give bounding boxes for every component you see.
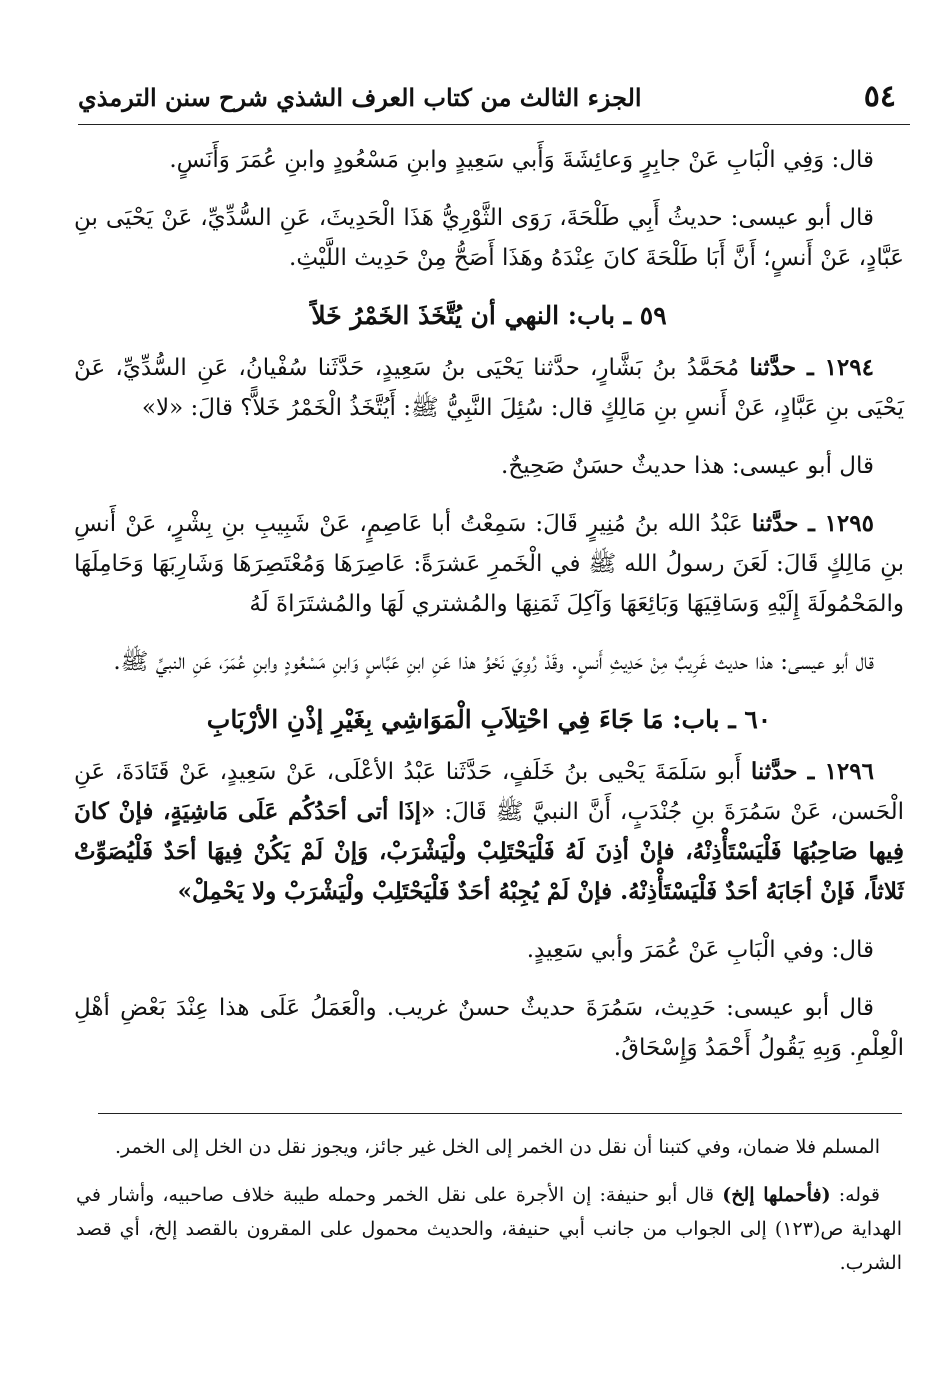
main-text bbox=[74, 140, 904, 1086]
hadith-number: ١٢٩٥ ـ حدَّثنا bbox=[751, 510, 874, 537]
hadith-1295 bbox=[74, 504, 904, 624]
footnotes bbox=[76, 1130, 902, 1294]
paragraph-chapter-note: قال: وفي الْبَابِ عَنْ عُمَرَ وأبي سَعِيدٍ. bbox=[526, 937, 874, 963]
hadith-text: أَبو سَلَمَةَ يَحْيى بنُ خَلَفٍ، حَدَّثَنا عَبْدُ الأعْلَى، عَنْ سَعِيدٍ، عَنْ قَتَادَةَ، عَنِ الْحَسن، عَنْ سَمُرَةَ بنِ جُنْدَبٍ، أَنَّ النبيَّ ﷺ قَالَ: bbox=[74, 759, 904, 825]
hadith-1296 bbox=[74, 752, 904, 912]
paragraph-abu-isa-comment: قال أبو عيسى: حديثُ أَبِي طَلْحَةَ، رَوَى الثَّوْرِيُّ هَذَا الْحَدِيثَ، عَنِ السُّدِّيِّ، عَنْ يَحْيَى بنِ عَبَّادٍ، عَنْ أَنسٍ؛ أَنَّ أَبَا طَلْحَةَ كانَ عِنْدَهُ وهَذَا أَصَحُّ مِنْ حَدِيث اللَّيْثِ. bbox=[74, 205, 904, 271]
paragraph-abu-isa-comment: قال أبو عيسى: حَدِيث، سَمُرَةَ حديثٌ حسنٌ غريب. والْعَمَلُ عَلَى هذا عِنْدَ بَعْضِ أهْلِ الْعِلْمِ. وَبِهِ يَقُولُ أَحْمَدُ وَإِسْحَاقُ. bbox=[74, 995, 904, 1061]
hadith-number: ١٢٩٤ ـ حدَّثنا bbox=[749, 354, 874, 381]
footnote-continuation: المسلم فلا ضمان، وفي كتبنا أن نقل دن الخمر إلى الخل غير جائز، ويجوز نقل دن الخل إلى الخمر. bbox=[114, 1136, 880, 1158]
chapter-heading-59: ٥٩ ـ باب: النهي أن يُتَّخَذَ الخَمْرُ خَلاً bbox=[311, 301, 667, 330]
footnote-keyword: (فأحملها إلخ) bbox=[722, 1184, 831, 1206]
paragraph-grading: قال أبو عيسى: هذا حديثٌ حسَنٌ صَحِيحٌ. bbox=[501, 453, 874, 479]
hadith-number: ١٢٩٦ ـ حدَّثنا bbox=[750, 758, 874, 785]
hadith-matn: «إذَا أتى أحَدُكُم عَلَى مَاشِيَةٍ، فإنْ كانَ فِيها صَاحِبُهَا فَلْيَسْتَأْذِنْهُ، فإنْ أذِنَ لَهُ فَلْيَحْتَلِبْ ولْيَشْرَبْ، وَإنْ لَمْ يَكُنْ فِيهَا أحَدٌ فَلْيُصَوِّتْ ثَلاثاً، فَإنْ أجَابَهُ أحَدٌ فَلْيَسْتَأْذِنْهُ. فإنْ لَمْ يُجِبْهُ أحَدٌ فَلْيَحْتَلِبْ ولْيَشْرَبْ ولا يَحْمِلْ» bbox=[74, 798, 904, 905]
chapter-heading-60: ٦٠ ـ باب: مَا جَاءَ فِي احْتِلاَبِ الْمَوَاشِي بِغَيْرِ إذْنِ الأرْبَابِ bbox=[206, 705, 772, 734]
footnote-rule bbox=[98, 1113, 902, 1114]
hadith-text: عَبْدُ الله بنُ مُنِيرٍ قَالَ: سَمِعْتُ أبا عَاصِمٍ، عَنْ شَبِيبِ بنِ بِشْرٍ، عَنْ أَنسِ بنِ مَالِكٍ قَالَ: لَعَنَ رسولُ الله ﷺ في الْخَمرِ عَشرَةً: عَاصِرَهَا وَمُعْتَصِرَهَا وَشَارِبَهَا وَحَامِلَهَا والمَحْمُولَةَ إِلَيْهِ وَسَاقِيَهَا وَبَائِعَهَا وَآكِلَ ثَمَنِهَا والمُشتري لَهَا والمُشتَرَاةَ لَهُ bbox=[74, 511, 904, 617]
hadith-1294 bbox=[74, 348, 904, 428]
header-rule bbox=[78, 124, 910, 125]
footnote-text: قال أبو حنيفة: إن الأجرة على نقل الخمر وحمله طيبة خلاف صاحبيه، وأشار في الهداية ص(١٢٣) إلى الجواب من جانب أبي حنيفة، والحديث محمول على المقرون بالقصد إلخ، أي قصد الشرب. bbox=[76, 1184, 902, 1274]
footnote-commentary bbox=[76, 1178, 902, 1280]
running-title: الجزء الثالث من كتاب العرف الشذي شرح سنن الترمذي bbox=[78, 83, 642, 112]
page-header bbox=[78, 80, 910, 120]
footnote-lead: قوله: bbox=[830, 1184, 880, 1206]
paragraph-chapter-note: قال: وَفِي الْبَابِ عَنْ جابِرٍ وَعائِشَةَ وَأَبي سَعِيدٍ وابنِ مَسْعُودٍ وابنِ عُمَرَ وَأَنَسٍ. bbox=[169, 147, 874, 173]
paragraph-grading: قال أبو عيسى: هذا حديث غَرِيبٌ مِنْ حَدِيثِ أَنسٍ. وقَدْ رُوِيَ نَحْوُ هذا عَنِ ابنِ عَبَّاسٍ وَابنِ مَسْعُودٍ وابنِ عُمَرَ، عَنِ النبيِّ ﷺ. bbox=[113, 649, 874, 675]
hadith-text: مُحَمَّدُ بنُ بَشَّارٍ، حدَّثنا يَحْيَى بنُ سَعِيدٍ، حَدَّثَنا سُفْيانُ، عَنِ السُّدِّيِّ، عَنْ يَحْيَى بنِ عَبَّادٍ، عَنْ أَنسِ بنِ مَالِكٍ قال: سُئِلَ النَّبِيُّ ﷺ: أَيُتَّخَذُ الْخَمْرُ خَلاًّ؟ قالَ: «لا» bbox=[74, 355, 904, 421]
page-number: ٥٤ bbox=[863, 79, 896, 114]
